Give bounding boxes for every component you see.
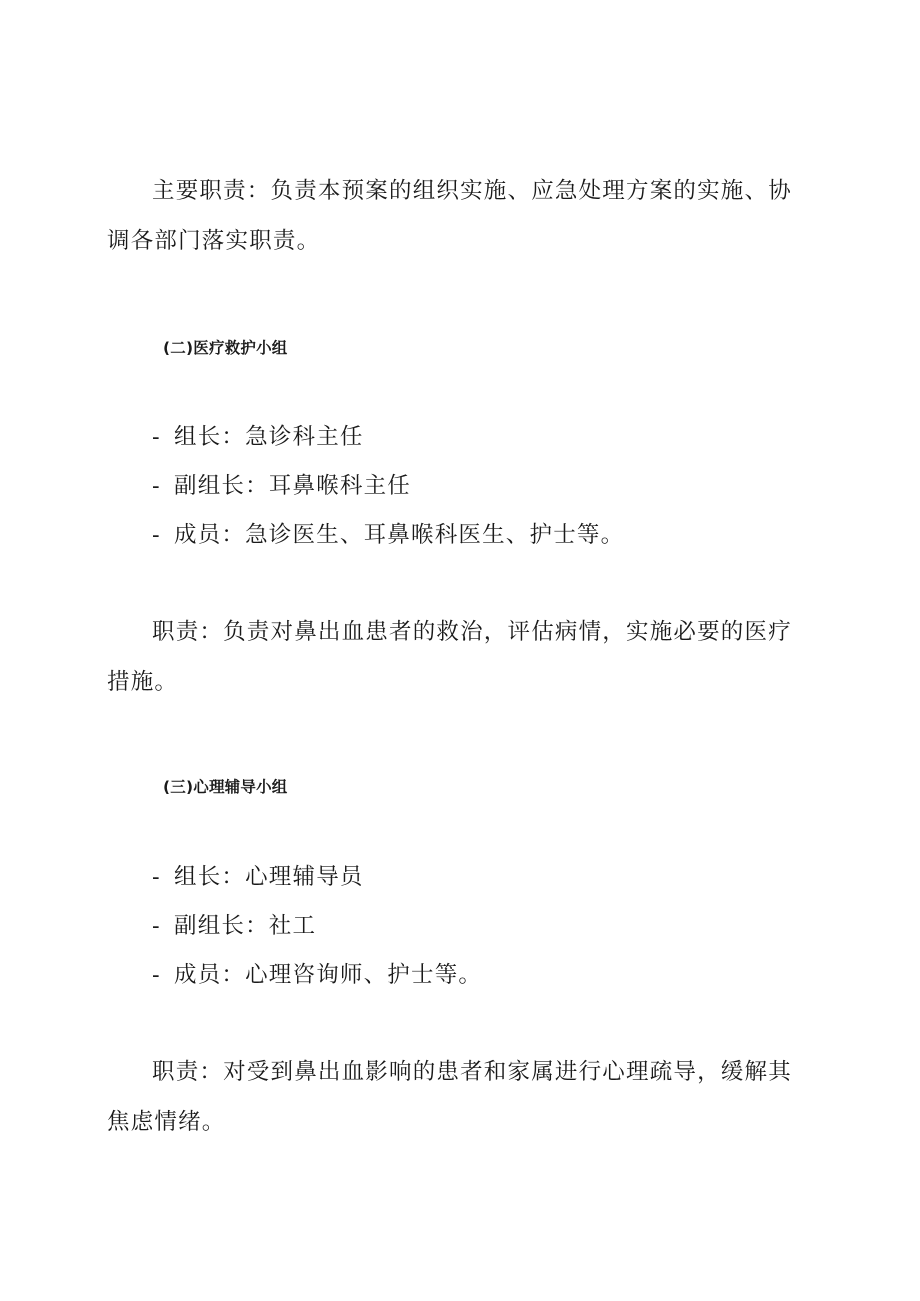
section2-duty-paragraph: 职责：负责对鼻出血患者的救治，评估病情，实施必要的医疗措施。 [107,619,792,695]
member-text: 组长：急诊科主任 [174,424,364,450]
member-text: 成员：急诊医生、耳鼻喉科医生、护士等。 [174,522,625,548]
section3-member-list [152,853,482,1000]
section2-member-list [152,413,624,560]
section3-member-leader [152,853,482,902]
section2-heading: (二)医疗救护小组 [163,339,288,357]
section2-member-deputy [152,462,624,511]
member-text: 副组长：社工 [174,913,317,939]
member-text: 副组长：耳鼻喉科主任 [174,473,412,499]
list-dash: - [152,962,161,988]
list-dash: - [152,522,161,548]
section2-member-leader [152,413,624,462]
section3-heading: (三)心理辅导小组 [163,778,288,796]
list-dash: - [152,473,161,499]
section2-member-staff [152,511,624,560]
list-dash: - [152,913,161,939]
list-dash: - [152,864,161,890]
section3-duty-paragraph: 职责：对受到鼻出血影响的患者和家属进行心理疏导，缓解其焦虑情绪。 [107,1059,792,1135]
section1-duty-paragraph: 主要职责：负责本预案的组织实施、应急处理方案的实施、协调各部门落实职责。 [107,178,792,254]
member-text: 成员：心理咨询师、护士等。 [174,962,483,988]
section3-member-staff [152,951,482,1000]
list-dash: - [152,424,161,450]
member-text: 组长：心理辅导员 [174,864,364,890]
section3-member-deputy [152,902,482,951]
